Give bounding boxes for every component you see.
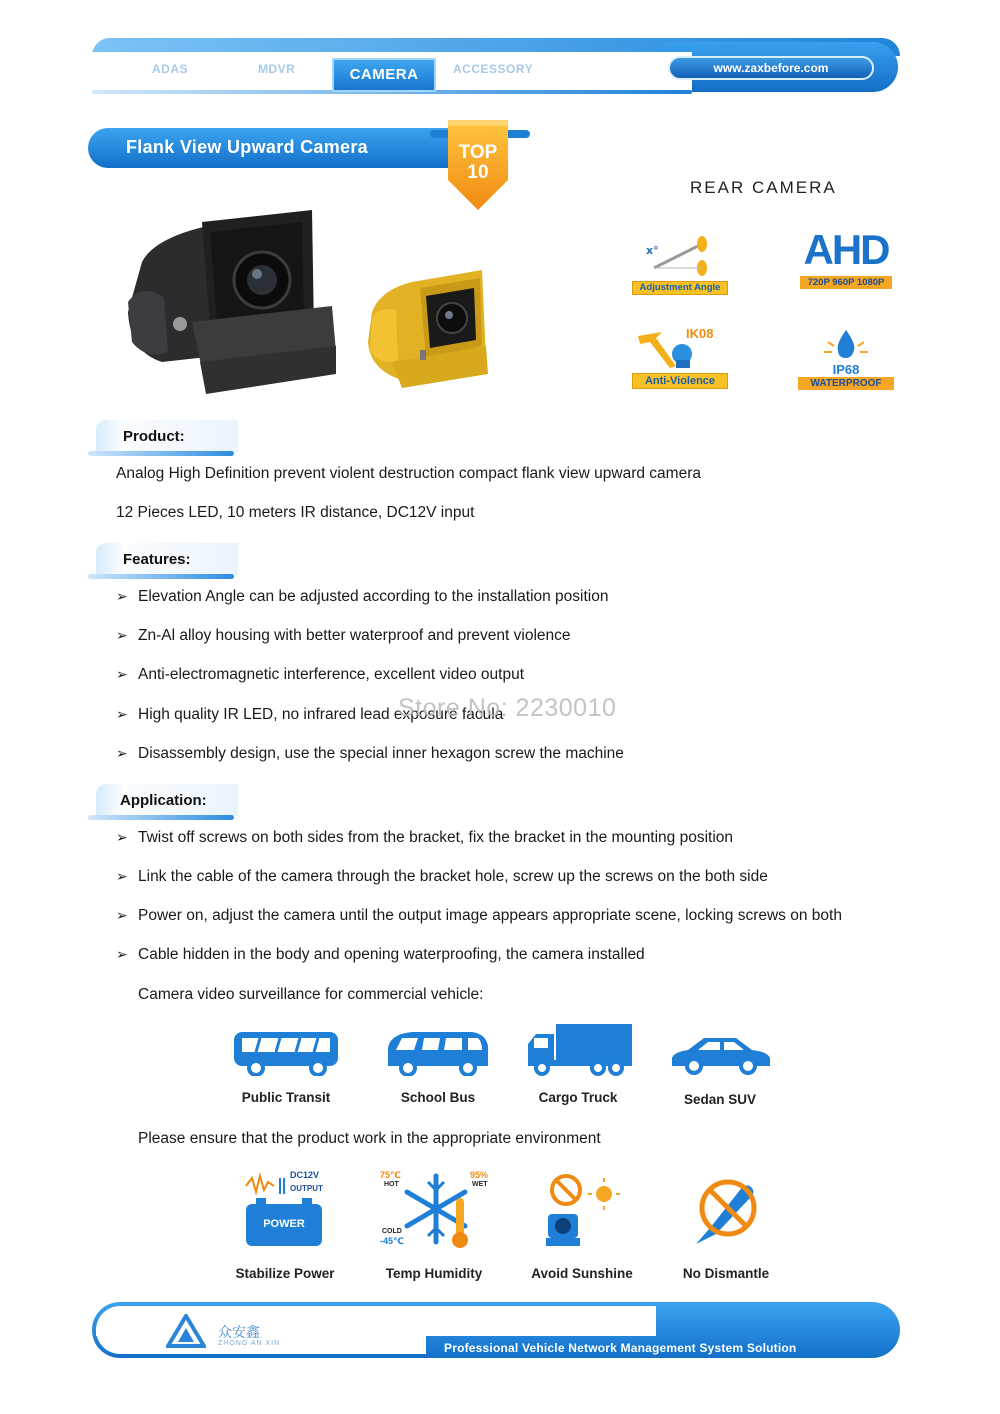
section-underline bbox=[88, 451, 234, 456]
nav-item-mdvr[interactable]: MDVR bbox=[258, 62, 296, 76]
ahd-badge bbox=[796, 226, 896, 292]
public-transit-item bbox=[226, 1026, 346, 1116]
ik08-badge bbox=[632, 326, 728, 388]
ip68-label: IP68 bbox=[832, 362, 860, 377]
avoid-sunshine-item bbox=[522, 1168, 642, 1280]
avoid-sunshine-caption: Avoid Sunshine bbox=[531, 1266, 633, 1281]
product-line-1: Analog High Definition prevent violent destruction compact flank view upward camera bbox=[116, 465, 701, 482]
sedan-suv-label: Sedan SUV bbox=[683, 1092, 757, 1107]
feature-item bbox=[116, 588, 609, 606]
top10-badge bbox=[444, 118, 512, 212]
feature-item bbox=[116, 666, 524, 684]
subtitle-rear-camera: REAR CAMERA bbox=[690, 178, 837, 197]
nav-item-adas[interactable]: ADAS bbox=[152, 62, 189, 76]
feature-text: Anti-electromagnetic interference, excellent video output bbox=[138, 666, 524, 683]
bullet-arrow-icon: ➢ bbox=[116, 829, 128, 845]
application-text: Cable hidden in the body and opening waterproofing, the camera installed bbox=[138, 946, 645, 963]
section-underline bbox=[88, 574, 234, 579]
wet-word: WET bbox=[472, 1181, 488, 1188]
public-transit-label: Public Transit bbox=[241, 1090, 331, 1105]
section-tab-cap bbox=[96, 543, 126, 575]
no-dismantle-caption: No Dismantle bbox=[682, 1266, 770, 1281]
yellow-camera-image bbox=[362, 262, 492, 392]
bullet-arrow-icon: ➢ bbox=[116, 907, 128, 923]
adjustment-angle-badge bbox=[632, 230, 728, 292]
cargo-truck-item bbox=[518, 1022, 638, 1112]
application-item bbox=[116, 868, 768, 886]
section-underline bbox=[88, 815, 234, 820]
bullet-arrow-icon: ➢ bbox=[116, 706, 128, 722]
feature-text: High quality IR LED, no infrared lead exposure facula bbox=[138, 706, 504, 723]
application-item bbox=[116, 829, 733, 847]
temp-humidity-caption: Temp Humidity bbox=[385, 1266, 483, 1281]
features-heading: Features: bbox=[123, 551, 191, 568]
no-dismantle-item bbox=[666, 1168, 786, 1280]
cold-value: -45℃ bbox=[380, 1236, 404, 1246]
company-logo-icon bbox=[166, 1314, 206, 1348]
feature-text: Elevation Angle can be adjusted according to the installation position bbox=[138, 588, 609, 605]
ahd-resolutions: 720P 960P 1080P bbox=[800, 276, 892, 289]
anti-violence-label: Anti-Violence bbox=[632, 373, 728, 389]
dc12v-label: DC12V bbox=[290, 1170, 320, 1180]
product-line-2: 12 Pieces LED, 10 meters IR distance, DC12V input bbox=[116, 504, 475, 521]
bullet-arrow-icon: ➢ bbox=[116, 588, 128, 604]
stabilize-power-caption: Stabilize Power bbox=[235, 1266, 335, 1281]
bullet-arrow-icon: ➢ bbox=[116, 868, 128, 884]
bullet-arrow-icon: ➢ bbox=[116, 946, 128, 962]
cold-word: COLD bbox=[382, 1228, 402, 1235]
product-section-header bbox=[88, 420, 238, 456]
ik08-label: IK08 bbox=[686, 326, 714, 341]
bus-icon bbox=[230, 1026, 342, 1076]
black-camera-image bbox=[122, 202, 344, 402]
hot-value: 75℃ bbox=[380, 1170, 401, 1180]
car-icon bbox=[664, 1030, 776, 1076]
bullet-arrow-icon: ➢ bbox=[116, 627, 128, 643]
application-heading: Application: bbox=[120, 792, 207, 809]
page-title: Flank View Upward Camera bbox=[126, 137, 368, 157]
product-heading: Product: bbox=[123, 428, 185, 445]
adjustment-angle-label: Adjustment Angle bbox=[632, 281, 728, 295]
surveillance-note: Camera video surveillance for commercial vehicle: bbox=[138, 986, 484, 1003]
waterproof-label: WATERPROOF bbox=[798, 377, 894, 390]
school-bus-item bbox=[378, 1026, 498, 1116]
company-brand-pinyin: ZHONG AN XIN bbox=[218, 1340, 281, 1347]
hot-word: HOT bbox=[384, 1181, 399, 1188]
application-text: Power on, adjust the camera until the output image appears appropriate scene, locking screws on both bbox=[138, 907, 842, 924]
power-icon bbox=[226, 1168, 348, 1250]
environment-note: Please ensure that the product work in the appropriate environment bbox=[138, 1130, 601, 1147]
company-brand-name: 众安鑫 bbox=[218, 1324, 260, 1340]
top10-badge-top: TOP bbox=[458, 142, 498, 163]
feature-text: Zn-Al alloy housing with better waterproof and prevent violence bbox=[138, 627, 571, 644]
store-watermark: Store No: 2230010 bbox=[398, 694, 617, 722]
feature-text: Disassembly design, use the special inner hexagon screw the machine bbox=[138, 745, 624, 762]
application-item bbox=[116, 907, 842, 925]
top10-badge-number: 10 bbox=[467, 162, 489, 183]
nav-item-accessory[interactable]: ACCESSORY bbox=[453, 62, 534, 76]
cargo-truck-label: Cargo Truck bbox=[538, 1090, 618, 1105]
section-tab-cap bbox=[96, 420, 126, 452]
ip68-badge bbox=[798, 328, 894, 388]
school-bus-icon bbox=[382, 1026, 494, 1076]
sun-camera-icon bbox=[522, 1168, 642, 1252]
site-url-link[interactable]: www.zaxbefore.com bbox=[668, 56, 874, 80]
nav-item-camera[interactable]: CAMERA bbox=[332, 58, 436, 92]
stabilize-power-item bbox=[226, 1168, 348, 1280]
features-section-header bbox=[88, 543, 238, 579]
feature-item bbox=[116, 745, 624, 763]
ahd-logo: AHD bbox=[803, 226, 889, 273]
application-text: Link the cable of the camera through the bracket hole, screw up the screws on the both side bbox=[138, 868, 768, 885]
application-text: Twist off screws on both sides from the bracket, fix the bracket in the mounting position bbox=[138, 829, 734, 846]
sedan-suv-item bbox=[660, 1030, 780, 1120]
application-section-header bbox=[88, 784, 238, 820]
svg-text:x°: x° bbox=[646, 244, 659, 257]
bullet-arrow-icon: ➢ bbox=[116, 666, 128, 682]
no-dismantle-icon bbox=[666, 1168, 786, 1252]
power-label: POWER bbox=[263, 1218, 305, 1230]
wet-value: 95% bbox=[470, 1170, 489, 1180]
application-item bbox=[116, 946, 645, 964]
output-label: OUTPUT bbox=[290, 1184, 323, 1193]
feature-item bbox=[116, 627, 571, 645]
footer-slogan: Professional Vehicle Network Management System Solution bbox=[444, 1341, 797, 1355]
temp-humidity-item bbox=[374, 1168, 498, 1280]
school-bus-label: School Bus bbox=[400, 1090, 476, 1105]
bullet-arrow-icon: ➢ bbox=[116, 745, 128, 761]
truck-icon bbox=[522, 1022, 634, 1076]
